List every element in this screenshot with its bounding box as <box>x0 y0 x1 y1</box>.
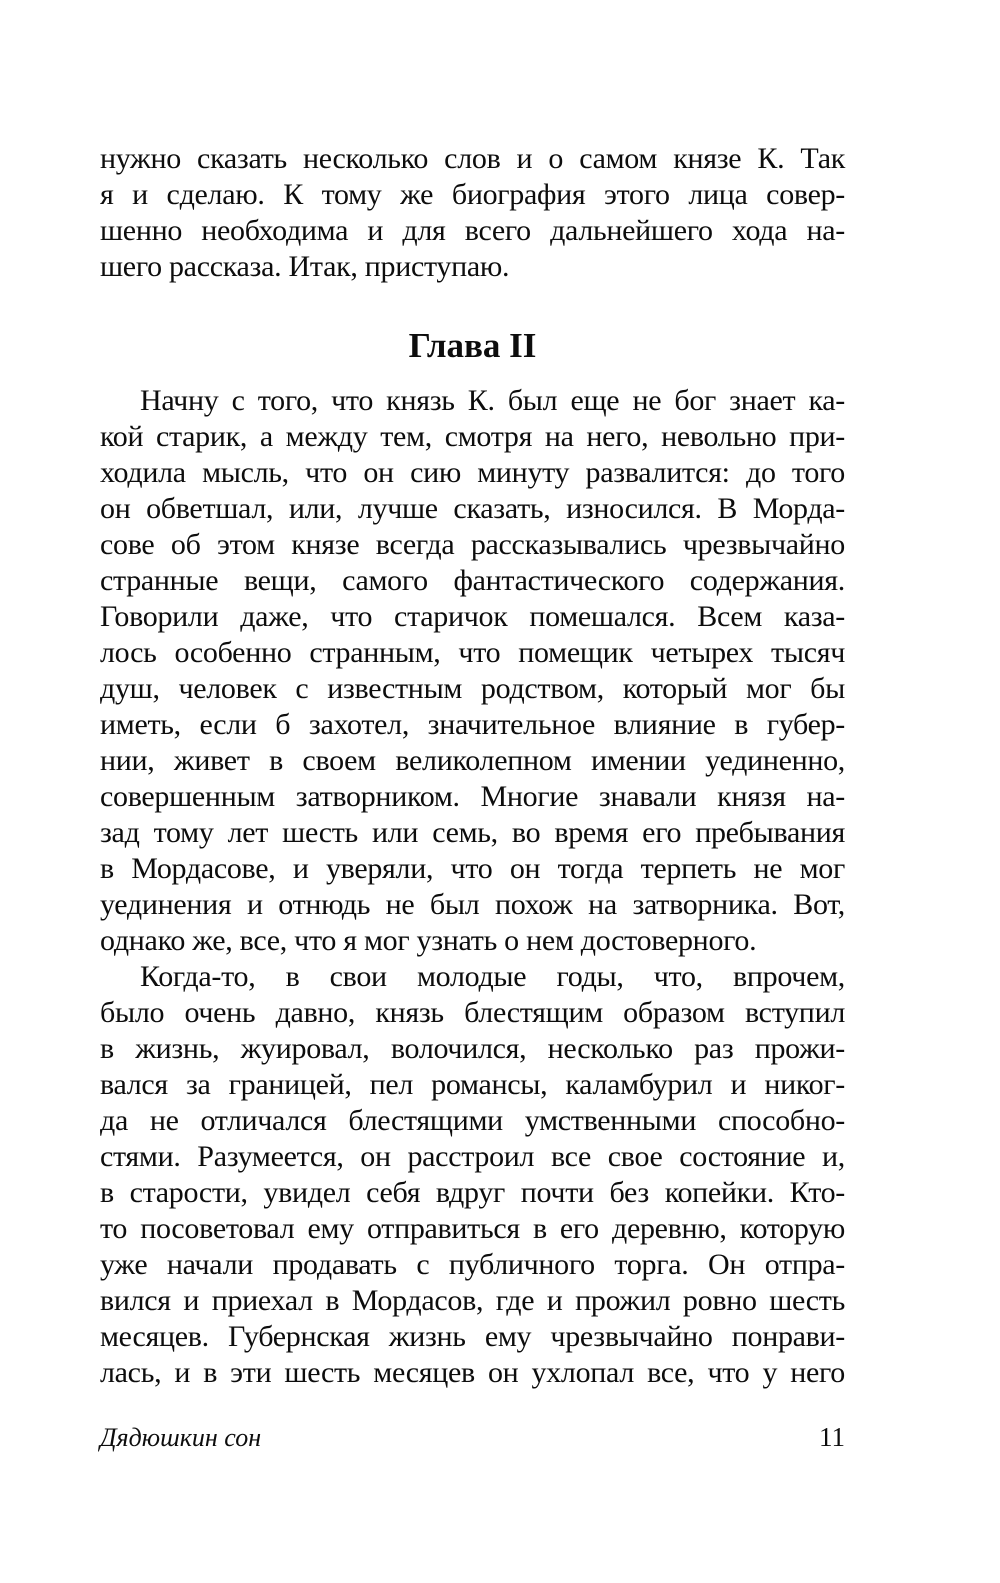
text-line: месяцев. Губернская жизнь ему чрезвычайно понрави- <box>100 1320 845 1353</box>
text-line: было очень давно, князь блестящим образом вступил <box>100 996 845 1029</box>
text-line: он обветшал, или, лучше сказать, износился. В Морда- <box>100 492 845 525</box>
text-line: да не отличался блестящими умственными способно- <box>100 1104 845 1137</box>
text-line: иметь, если б захотел, значительное влияние в губер- <box>100 708 845 741</box>
page-footer <box>100 1421 845 1454</box>
text-line: нии, живет в своем великолепном имении уединенно, <box>100 744 845 777</box>
text-line: в жизнь, жуировал, волочился, несколько раз прожи- <box>100 1032 845 1065</box>
page-number: 11 <box>819 1422 845 1452</box>
text-line: странные вещи, самого фантастического содержания. <box>100 564 845 597</box>
paragraph <box>100 959 845 1391</box>
text-line: в старости, увидел себя вдруг почти без копейки. Кто- <box>100 1176 845 1209</box>
text-line: кой старик, а между тем, смотря на него, невольно при- <box>100 420 845 453</box>
text-line: Когда-то, в свои молодые годы, что, впрочем, <box>140 960 845 993</box>
running-title: Дядюшкин сон <box>100 1423 262 1452</box>
text-line: нужно сказать несколько слов и о самом князе К. Так <box>100 142 845 175</box>
paragraph-intro-continuation <box>100 141 845 285</box>
text-line: совершенным затворником. Многие знавали князя на- <box>100 780 845 813</box>
text-line: вился и приехал в Мордасов, где и прожил ровно шесть <box>100 1284 845 1317</box>
text-line: я и сделаю. К тому же биография этого лица совер- <box>100 178 845 211</box>
text-line: уже начали продавать с публичного торга. Он отпра- <box>100 1248 845 1281</box>
text-line: сове об этом князе всегда рассказывались чрезвычайно <box>100 528 845 561</box>
text-line: однако же, все, что я мог узнать о нем достоверного. <box>100 924 757 957</box>
chapter-heading: Глава II <box>408 326 537 365</box>
text-line: стями. Разумеется, он расстроил все свое состояние и, <box>100 1140 845 1173</box>
paragraph <box>100 383 845 959</box>
text-line: шенно необходима и для всего дальнейшего хода на- <box>100 214 845 247</box>
text-line: Говорили даже, что старичок помешался. Всем каза- <box>100 600 845 633</box>
text-line: лась, и в эти шесть месяцев он ухлопал все, что у него <box>100 1356 845 1389</box>
text-line: вался за границей, пел романсы, каламбурил и никог- <box>100 1068 845 1101</box>
text-line: уединения и отнюдь не был похож на затворника. Вот, <box>100 888 845 921</box>
text-line: шего рассказа. Итак, приступаю. <box>100 250 510 283</box>
text-line: то посоветовал ему отправиться в его деревню, которую <box>100 1212 845 1245</box>
text-line: Начну с того, что князь К. был еще не бог знает ка- <box>140 384 845 417</box>
text-line: лось особенно странным, что помещик четырех тысяч <box>100 636 845 669</box>
text-line: в Мордасове, и уверяли, что он тогда терпеть не мог <box>100 852 845 885</box>
text-line: ходила мысль, что он сию минуту развалится: до того <box>100 456 845 489</box>
body-text <box>100 141 845 1391</box>
text-line: душ, человек с известным родством, который мог бы <box>100 672 845 705</box>
text-line: зад тому лет шесть или семь, во время его пребывания <box>100 816 845 849</box>
